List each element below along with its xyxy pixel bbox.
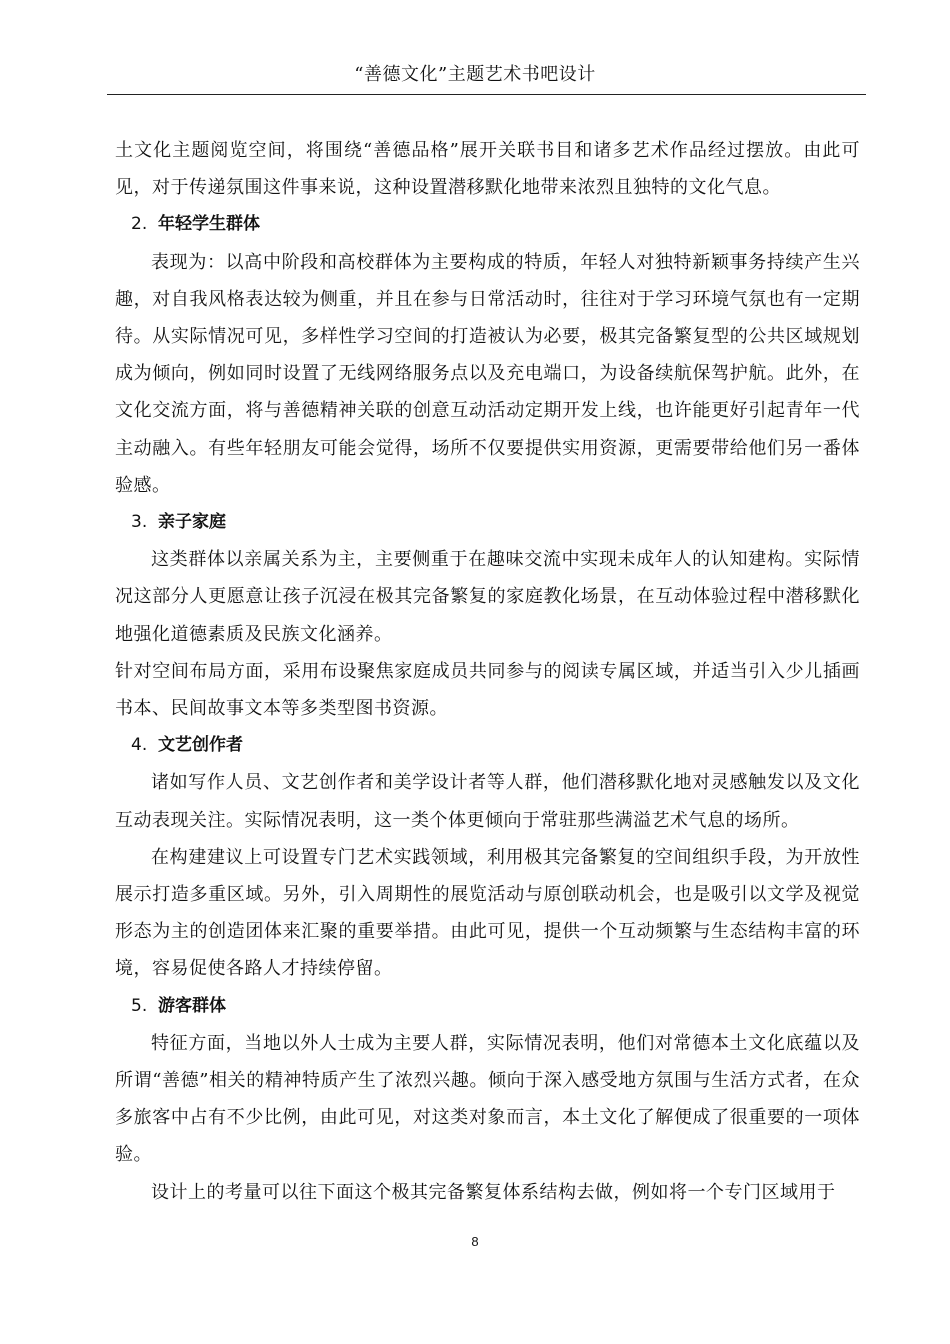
section-heading-tourists	[115, 988, 860, 1025]
body-paragraph: 表现为：以高中阶段和高校群体为主要构成的特质，年轻人对独特新颖事务持续产生兴趣，对自我风格表达较为侧重，并且在参与日常活动时，往往对于学习环境气氛也有一定期待。从实际情况可见，多样性学习空间的打造被认为必要，极其完备繁复型的公共区域规划成为倾向，例如同时设置了无线网络服务点以及充电端口，为设备续航保驾护航。此外，在文化交流方面，将与善德精神关联的创意互动活动定期开发上线，也许能更好引起青年一代主动融入。有些年轻朋友可能会觉得，场所不仅要提供实用资源，更需要带给他们另一番体验感。	[115, 251, 860, 496]
section-number: 4.	[131, 735, 148, 756]
section-heading-text: 文艺创作者	[158, 735, 243, 756]
header-rule	[107, 94, 866, 95]
section-heading-text: 亲子家庭	[158, 512, 226, 533]
page-header-title: “善德文化”主题艺术书吧设计	[354, 64, 596, 85]
body-paragraph: 这类群体以亲属关系为主，主要侧重于在趣味交流中实现未成年人的认知建构。实际情况这部分人更愿意让孩子沉浸在极其完备繁复的家庭教化场景，在互动体验过程中潜移默化地强化道德素质及民族文化涵养。	[115, 549, 860, 645]
section-heading-text: 年轻学生群体	[158, 214, 260, 235]
body-paragraph: 特征方面，当地以外人士成为主要人群，实际情况表明，他们对常德本土文化底蕴以及所谓“善德”相关的精神特质产生了浓烈兴趣。倾向于深入感受地方氛围与生活方式者，在众多旅客中占有不少比例，由此可见，对这类对象而言，本土文化了解便成了很重要的一项体验。	[115, 1032, 860, 1166]
body-paragraph: 诸如写作人员、文艺创作者和美学设计者等人群，他们潜移默化地对灵感触发以及文化互动表现关注。实际情况表明，这一类个体更倾向于常驻那些满溢艺术气息的场所。	[115, 772, 860, 831]
body-paragraph: 在构建建议上可设置专门艺术实践领域，利用极其完备繁复的空间组织手段，为开放性展示打造多重区域。另外，引入周期性的展览活动与原创联动机会，也是吸引以文学及视觉形态为主的创造团体来汇聚的重要举措。由此可见，提供一个互动频繁与生态结构丰富的环境，容易促使各路人才持续停留。	[115, 846, 860, 980]
section-number: 3.	[131, 512, 148, 533]
document-body	[115, 132, 860, 1211]
body-paragraph: 针对空间布局方面，采用布设聚焦家庭成员共同参与的阅读专属区域，并适当引入少儿插画书本、民间故事文本等多类型图书资源。	[115, 660, 860, 720]
page-number: 8	[471, 1234, 479, 1249]
section-heading-text: 游客群体	[158, 995, 226, 1016]
section-number: 2.	[131, 214, 148, 235]
section-heading-families	[115, 504, 860, 541]
section-number: 5.	[131, 995, 148, 1016]
body-paragraph: 土文化主题阅览空间，将围绕“善德品格”展开关联书目和诸多艺术作品经过摆放。由此可见，对于传递氛围这件事来说，这种设置潜移默化地带来浓烈且独特的文化气息。	[115, 140, 860, 199]
section-heading-young-students	[115, 206, 860, 243]
section-heading-creators	[115, 727, 860, 764]
body-paragraph: 设计上的考量可以往下面这个极其完备繁复体系结构去做，例如将一个专门区域用于	[151, 1181, 836, 1203]
